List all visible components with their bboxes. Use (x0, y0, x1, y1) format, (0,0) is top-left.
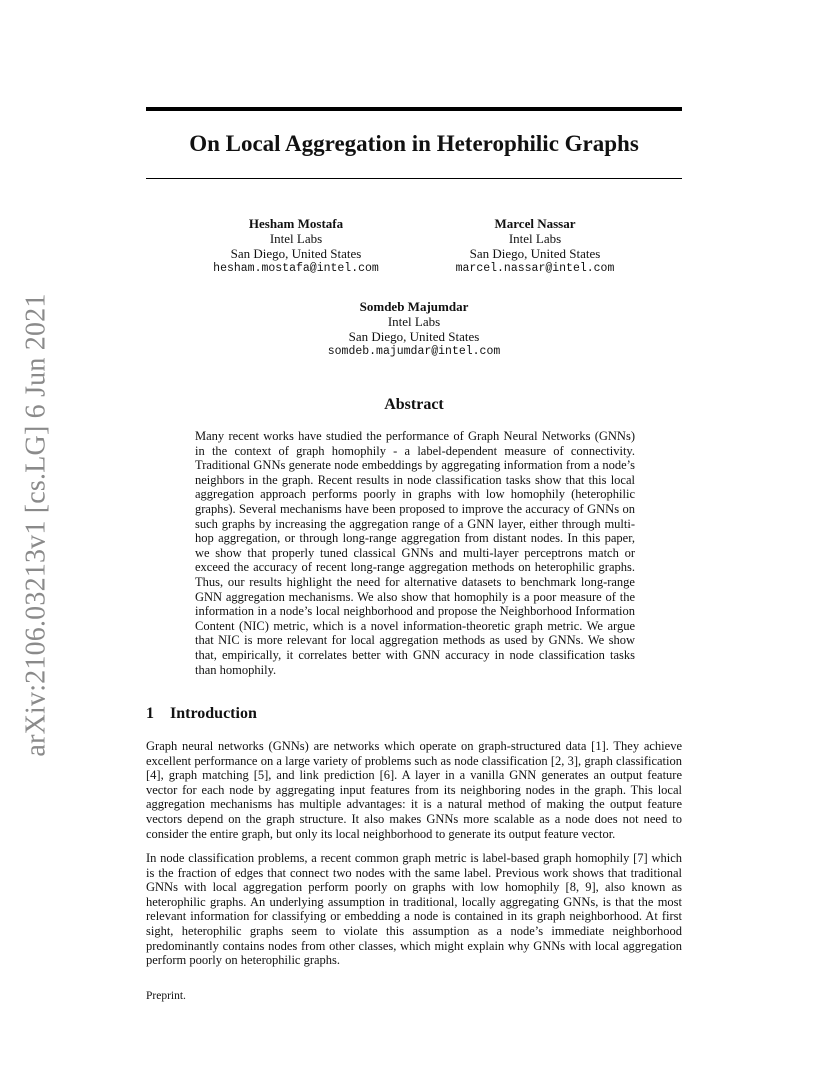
author-name: Hesham Mostafa (248, 216, 344, 231)
section-number: 1 (146, 705, 154, 722)
author-location: San Diego, United States (230, 246, 362, 261)
author-block-2 (435, 216, 635, 276)
author-affiliation: Intel Labs (269, 231, 323, 246)
author-location: San Diego, United States (348, 329, 480, 344)
author-email[interactable]: marcel.nassar@intel.com (455, 262, 615, 275)
paper-title: On Local Aggregation in Heterophilic Graphs (189, 131, 639, 156)
section-title: Introduction (170, 705, 257, 722)
author-affiliation: Intel Labs (508, 231, 562, 246)
author-email[interactable]: somdeb.majumdar@intel.com (327, 345, 501, 358)
arxiv-identifier-text: arXiv:2106.03213v1 [cs.LG] 6 Jun 2021 (21, 293, 52, 757)
abstract-heading: Abstract (384, 396, 444, 413)
author-block-1 (196, 216, 396, 276)
author-location: San Diego, United States (469, 246, 601, 261)
intro-paragraph-2: In node classification problems, a recent common graph metric is label-based graph homophily [7] which is the fraction of edges that connect two nodes with the same label. Previous work shows that traditional GNNs with local aggregation perform poorly on graphs with low homophily [8, 9], also known as heterophilic graphs. An underlying assumption in traditional, locally aggregating GNNs, is that the most relevant information for classifying or embedding a node is contained in its graph neighborhood. At first sight, heterophilic graphs seem to violate this assumption as a node’s immediate neighborhood predominantly contains nodes from other classes, which might explain why GNNs with local aggregation perform poorly on heterophilic graphs. (146, 851, 682, 968)
author-block-3 (314, 299, 514, 359)
abstract-text: Many recent works have studied the performance of Graph Neural Networks (GNNs) in the context of graph homophily - a label-dependent measure of connectivity. Traditional GNNs generate node embeddings by aggregating information from a node’s neighbors in the graph. Recent results in node classification tasks show that this local aggregation approach performs poorly in graphs with low homophily (heterophilic graphs). Several mechanisms have been proposed to improve the accuracy of GNNs on such graphs by increasing the aggregation range of a GNN layer, either through multi-hop aggregation, or through long-range aggregation from distant nodes. In this paper, we show that properly tuned classical GNNs and multi-layer perceptrons match or exceed the accuracy of recent long-range aggregation methods on heterophilic graphs. Thus, our results highlight the need for alternative datasets to benchmark long-range GNN aggregation mechanisms. We also show that homophily is a poor measure of the information in a node’s local neighborhood and propose the Neighborhood Information Content (NIC) metric, which is a novel information-theoretic graph metric. We argue that NIC is more relevant for local aggregation methods as used by GNNs. We show that, empirically, it correlates better with GNN accuracy in node classification tasks than homophily. (195, 429, 635, 677)
author-name: Somdeb Majumdar (359, 299, 469, 314)
author-name: Marcel Nassar (494, 216, 576, 231)
arxiv-identifier-stamp (14, 295, 60, 755)
title-top-rule (146, 107, 682, 111)
intro-paragraph-1: Graph neural networks (GNNs) are networks which operate on graph-structured data [1]. They achieve excellent performance on a large variety of problems such as node classification [2, 3], graph classification [4], graph matching [5], and link prediction [6]. A layer in a vanilla GNN generates an output feature vector for each node by aggregating input features from its neighboring nodes in the graph. This local aggregation mechanisms has multiple advantages: it is a natural method of making the output feature vectors depend on the graph structure. It also makes GNNs more scalable as a node does not need to consider the entire graph, but only its local neighborhood to generate its output feature vector. (146, 739, 682, 841)
author-affiliation: Intel Labs (387, 314, 441, 329)
title-bottom-rule (146, 178, 682, 179)
preprint-footer: Preprint. (146, 990, 186, 1002)
author-email[interactable]: hesham.mostafa@intel.com (213, 262, 379, 275)
section-heading-introduction (146, 705, 682, 723)
